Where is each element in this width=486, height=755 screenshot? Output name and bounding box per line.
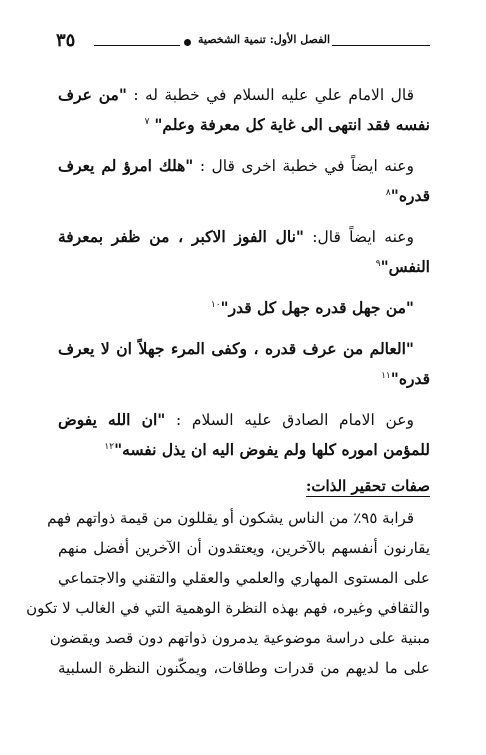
footnote-marker: ٧ (144, 116, 150, 127)
page-number: ٣٥ (56, 30, 76, 51)
quote-intro: وعنه ايضاً في خطبة اخرى قال : (193, 157, 414, 175)
quote-intro: وعن الامام الصادق عليه السلام : (165, 411, 414, 429)
paragraph-quote-4 (58, 293, 430, 323)
chapter-title: الفصل الأول: تنمية الشخصية (198, 33, 331, 46)
footnote-marker: ٨ (385, 187, 391, 198)
paragraph-quote-1 (58, 80, 430, 140)
body-line: على ما لديهم من قدرات وطاقات، ويمكّنون النظرة السلبية (58, 659, 430, 677)
section-title: صفات تحقير الذات: (305, 477, 430, 495)
quote-text: "نال الفوز الاكبر ، من ظفر بمعرفة النفس" (58, 227, 430, 276)
body-line: قرابة ٩٥٪ من الناس يشكون أو يقللون من قيمة ذواتهم فهم (47, 509, 414, 527)
page-body (26, 80, 430, 683)
quote-intro: قال الامام علي عليه السلام في خطبة له : (126, 86, 414, 104)
footnote-marker: ٩ (375, 258, 381, 269)
header-rule-right (332, 45, 430, 46)
footnote-marker: ١١ (381, 370, 391, 381)
body-line: على المستوى المهاري والعلمي والعقلي والتقني والاجتماعي (58, 569, 430, 587)
body-line: والثقافي وغيره، فهم بهذه النظرة الوهمية التي في الغالب لا تكون (26, 599, 430, 617)
paragraph-quote-2 (58, 151, 430, 211)
paragraph-quote-5 (58, 334, 430, 394)
header-rule-left (94, 45, 180, 46)
paragraph-quote-6 (58, 405, 430, 465)
quote-text: "من عرف نفسه فقد انتهى الى غاية كل معرفة وعلم" (58, 85, 430, 134)
page-header (56, 30, 430, 54)
footnote-marker: ١٠ (210, 299, 221, 310)
header-dot (184, 39, 191, 46)
paragraph-quote-3 (58, 222, 430, 282)
footnote-marker: ١٢ (104, 441, 115, 452)
quote-text: "هلك امرؤ لم يعرف قدره" (58, 156, 430, 205)
body-line: مبنية على دراسة موضوعية يدمرون ذواتهم دون قصد ويقضون (49, 629, 430, 647)
quote-text: "ان الله يفوض للمؤمن اموره كلها ولم يفوض اليه ان يذل نفسه" (58, 410, 430, 459)
quote-text: "العالم من عرف قدره ، وكفى المرء جهلاً ان لا يعرف قدره" (58, 339, 430, 388)
section-body (26, 503, 430, 683)
section-heading (58, 477, 430, 495)
quote-text: "من جهل قدره جهل كل قدر" (220, 298, 414, 317)
quote-intro: وعنه ايضاً قال: (303, 228, 414, 246)
body-line: يقارنون أنفسهم بالآخرين، ويعتقدون أن الآخرين أفضل منهم (58, 539, 430, 557)
